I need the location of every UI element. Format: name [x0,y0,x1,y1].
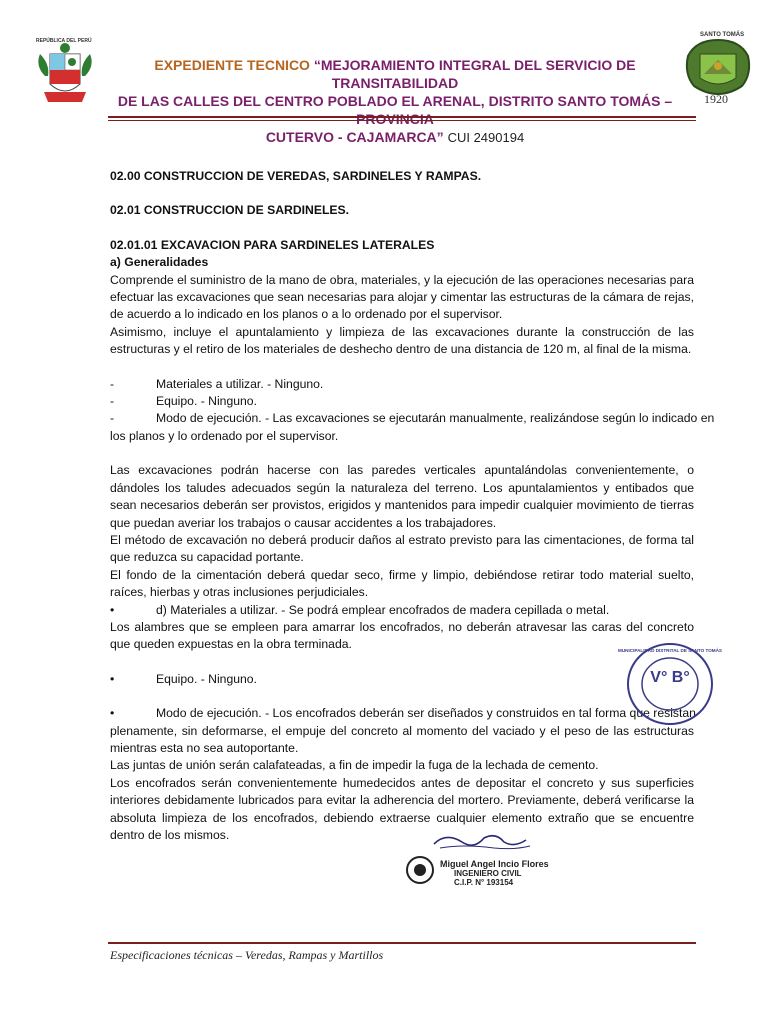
peru-coat-of-arms-logo [30,36,100,116]
paragraph: Los encofrados serán convenientemente humedecidos antes de depositar el concreto y sus superficies interiores debidamente lubricados para evitar la adherencia del mortero. Previamente, deberá verificarse la absoluta limpieza de los encofrados, debiendo extraerse cualquier elemento extraño que se encuentre dentro de los mismos. [110,775,694,842]
list-item-text: Modo de ejecución. - Las excavaciones se ejecutarán manualmente, realizándose según lo indicado en [156,411,715,426]
list-marker: • [110,671,115,686]
paragraph: El fondo de la cimentación deberá quedar seco, firme y limpio, debiéndose retirar todo material suelto, raíces, hierbas y otras inclusiones perjudiciales. [110,567,694,600]
list-item-text: Equipo. - Ninguno. [156,394,257,409]
list-marker: • [110,706,115,721]
header-label: EXPEDIENTE TECNICO [154,57,310,73]
subheading-generalidades: a) Generalidades [110,255,209,270]
list-marker: - [110,394,115,409]
document-header [0,30,768,145]
paragraph: Comprende el suministro de la mano de obra, materiales, y la ejecución de las operaciones necesarias para efectuar las excavaciones que sean necesarias para alojar y cimentar las estructuras de la cámara de rejas, de acuerdo a lo indicado en los planos o a lo ordenado por el supervisor. [110,272,694,322]
list-item [110,410,715,427]
header-rule-thick [108,116,696,118]
list-item [110,671,694,688]
list-item [110,602,694,619]
signature-name: Miguel Angel Incio Flores [440,859,549,869]
paragraph: Las juntas de unión serán calafateadas, a fin de impedir la fuga de la lechada de cemento. [110,758,599,773]
paragraph: Asimismo, incluye el apuntalamiento y limpieza de las excavaciones durante la construcción de las estructuras y el retiro de los materiales de deshecho dentro de una distancia de 120 m, al final de la misma. [110,324,694,357]
footer-text: Especificaciones técnicas – Veredas, Rampas y Martillos [110,948,384,962]
stamp-ring-text: MUNICIPALIDAD DISTRITAL DE SANTO TOMÁS [618,648,722,653]
left-logo-caption: REPÚBLICA DEL PERÚ [36,38,92,44]
section-heading-02-01-01: 02.01.01 EXCAVACION PARA SARDINELES LATERALES [110,237,435,252]
right-logo-caption: SANTO TOMÁS [700,32,745,38]
header-rule-thin [108,120,696,121]
list-item-text: d) Materiales a utilizar. - Se podrá emplear encofrados de madera cepillada o metal. [156,602,610,617]
header-title-line1: “MEJORAMIENTO INTEGRAL DEL SERVICIO DE TRANSITABILIDAD [313,57,636,91]
header-title-line2: DE LAS CALLES DEL CENTRO POBLADO EL ARENAL, DISTRITO SANTO TOMÁS – PROVINCIA [117,93,673,127]
signature-title: INGENIERO CIVIL [454,869,522,878]
right-logo-year: 1920 [704,92,728,106]
list-item-text: Equipo. - Ninguno. [156,671,257,686]
list-item [110,376,694,393]
paragraph: los planos y lo ordenado por el supervisor. [110,428,339,443]
paragraph: Las excavaciones podrán hacerse con las paredes verticales apuntalándolas convenientemente, o dándoles los taludes adecuados según la naturaleza del terreno. Los apuntalamientos y entibados que sean necesarios deberán ser provistos, erigidos y mantenidos para impedir cualquier movimiento de tierras que puedan averiar los trabajos o causar accidentes a los trabajadores. [110,463,694,530]
list-marker: - [110,376,115,391]
list-item [110,393,694,410]
list-marker: • [110,602,115,617]
list-marker: - [110,411,115,426]
document-body [110,168,715,844]
header-title-line3: CUTERVO - CAJAMARCA” [265,129,444,145]
list-item [110,705,694,722]
list-item-text: Modo de ejecución. - Los encofrados deberán ser diseñados y construidos en tal forma que resistan [156,706,696,721]
list-item-text: Materiales a utilizar. - Ninguno. [156,376,324,391]
paragraph: El método de excavación no deberá producir daños al estrato previsto para las cimentaciones, de forma tal que reduzca su capacidad portante. [110,532,694,565]
header-title [105,56,685,147]
header-cui: CUI 2490194 [447,130,525,145]
municipal-stamp [618,640,722,728]
signature-cip: C.I.P. N° 193154 [454,878,514,887]
footer-rule [108,942,696,944]
paragraph: plenamente, sin deformarse, el empuje del concreto al momento del vaciado y el peso de las estructuras mientras esta no sea autoportante. [110,723,694,755]
signature-block [440,860,549,887]
section-heading-02-00: 02.00 CONSTRUCCION DE VEREDAS, SARDINELES Y RAMPAS. [110,169,482,183]
stamp-center-text: V° B° [650,669,690,686]
paragraph: Los alambres que se empleen para amarrar los encofrados, no deberán atravesar las caras del concreto que queden expuestas en la obra terminada. [110,619,694,652]
section-heading-02-01: 02.01 CONSTRUCCION DE SARDINELES. [110,203,350,218]
